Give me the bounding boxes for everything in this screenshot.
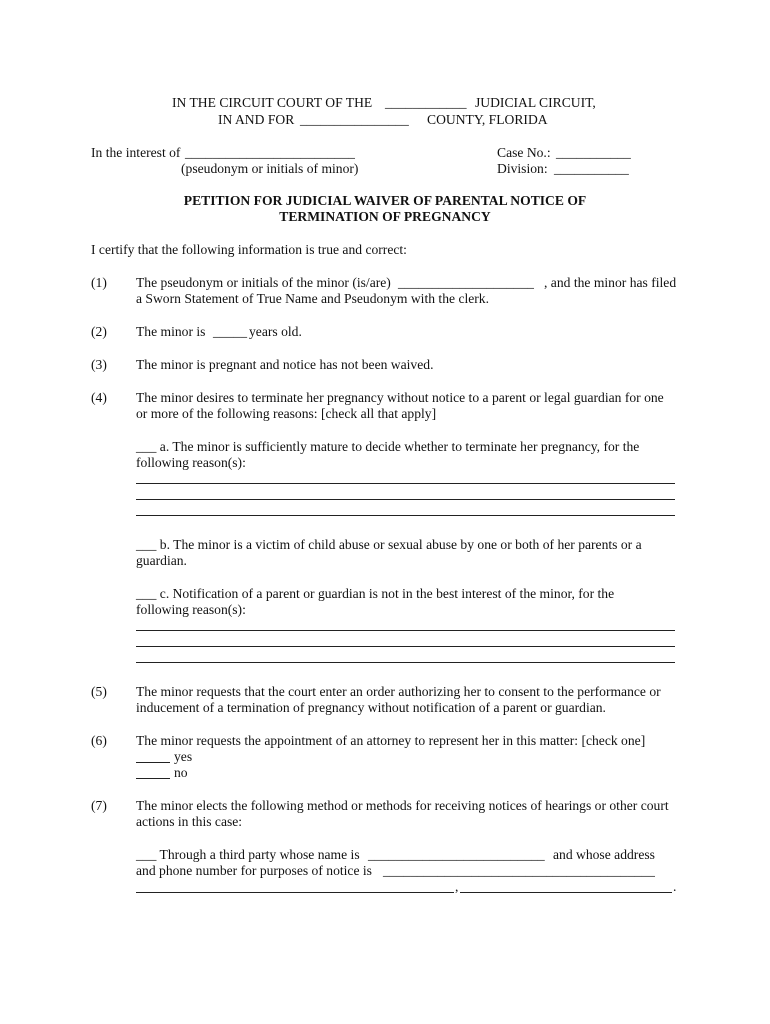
no-option-label: no xyxy=(174,765,188,780)
item-6-number: (6) xyxy=(91,733,107,748)
phone-line-blank[interactable] xyxy=(460,892,672,893)
yes-check-blank[interactable] xyxy=(136,762,170,763)
pseudonym-blank[interactable]: ____________________ xyxy=(398,275,534,290)
address-comma: , xyxy=(455,879,459,894)
interest-label: In the interest of xyxy=(91,145,181,160)
case-number-label: Case No.: xyxy=(497,145,551,160)
item-6-line1: The minor requests the appointment of an attorney to represent her in this matter: [check one] xyxy=(136,733,646,748)
item-1-text: The pseudonym or initials of the minor (is/are) xyxy=(136,275,391,290)
header-circuit-label: JUDICIAL CIRCUIT, xyxy=(475,95,596,110)
item-7-line1: The minor elects the following method or methods for receiving notices of hearings or other court xyxy=(136,798,669,813)
petition-title-line2: TERMINATION OF PREGNANCY xyxy=(279,209,491,224)
reason-a-answer-line[interactable] xyxy=(136,515,675,516)
item-4-line2: or more of the following reasons: [check all that apply] xyxy=(136,406,437,421)
no-check-blank[interactable] xyxy=(136,778,170,779)
reason-a-checkbox-line[interactable]: ___ a. The minor is sufficiently mature to decide whether to terminate her pregnancy, for the xyxy=(136,439,640,454)
certification-statement: I certify that the following information is true and correct: xyxy=(91,242,407,257)
item-4-number: (4) xyxy=(91,390,107,405)
reason-b-line2: guardian. xyxy=(136,553,187,568)
item-1-line2: a Sworn Statement of True Name and Pseudonym with the clerk. xyxy=(136,291,490,306)
division-label: Division: xyxy=(497,161,548,176)
yes-option-label: yes xyxy=(174,749,193,764)
circuit-blank[interactable]: ____________ xyxy=(385,95,467,110)
item-3-number: (3) xyxy=(91,357,107,372)
address-line-blank[interactable] xyxy=(136,892,454,893)
county-blank[interactable]: ________________ xyxy=(300,112,409,127)
age-blank[interactable]: _____ xyxy=(213,324,247,339)
item-1-number: (1) xyxy=(91,275,107,290)
petition-title-line1: PETITION FOR JUDICIAL WAIVER OF PARENTAL NOTICE OF xyxy=(183,193,587,208)
header-county-prefix: IN AND FOR xyxy=(218,112,295,127)
notice-address-label: and phone number for purposes of notice is xyxy=(136,863,372,878)
reason-a-line2: following reason(s): xyxy=(136,455,246,470)
header-court-label: IN THE CIRCUIT COURT OF THE xyxy=(172,95,373,110)
notice-address-blank[interactable]: ________________________________________ xyxy=(383,863,655,878)
item-7-number: (7) xyxy=(91,798,107,813)
pseudonym-note: (pseudonym or initials of minor) xyxy=(181,161,359,176)
item-5-line1: The minor requests that the court enter an order authorizing her to consent to the performance or xyxy=(136,684,661,699)
item-7-line2: actions in this case: xyxy=(136,814,243,829)
item-2-text-cont: years old. xyxy=(249,324,302,339)
item-2-number: (2) xyxy=(91,324,107,339)
reason-c-answer-line[interactable] xyxy=(136,646,675,647)
case-number-blank[interactable]: ___________ xyxy=(556,145,631,160)
item-4-line1: The minor desires to terminate her pregnancy without notice to a parent or legal guardian for one xyxy=(136,390,664,405)
item-3-text: The minor is pregnant and notice has not been waived. xyxy=(136,357,434,372)
item-5-number: (5) xyxy=(91,684,107,699)
reason-c-answer-line[interactable] xyxy=(136,630,675,631)
reason-c-answer-line[interactable] xyxy=(136,662,675,663)
reason-b-checkbox-line[interactable]: ___ b. The minor is a victim of child abuse or sexual abuse by one or both of her parents or a xyxy=(136,537,642,552)
address-period: . xyxy=(673,879,677,894)
item-2-text: The minor is xyxy=(136,324,206,339)
item-5-line2: inducement of a termination of pregnancy without notification of a parent or guardian. xyxy=(136,700,606,715)
division-blank[interactable]: ___________ xyxy=(554,161,629,176)
reason-a-answer-line[interactable] xyxy=(136,483,675,484)
minor-name-blank[interactable]: _________________________ xyxy=(185,145,355,160)
item-1-text-cont: , and the minor has filed xyxy=(544,275,677,290)
reason-c-line2: following reason(s): xyxy=(136,602,246,617)
reason-c-checkbox-line[interactable]: ___ c. Notification of a parent or guardian is not in the best interest of the minor, for the xyxy=(136,586,615,601)
third-party-text-cont: and whose address xyxy=(553,847,655,862)
header-county-label: COUNTY, FLORIDA xyxy=(427,112,548,127)
third-party-name-blank[interactable]: __________________________ xyxy=(368,847,545,862)
reason-a-answer-line[interactable] xyxy=(136,499,675,500)
third-party-checkbox-line[interactable]: ___ Through a third party whose name is xyxy=(136,847,360,862)
